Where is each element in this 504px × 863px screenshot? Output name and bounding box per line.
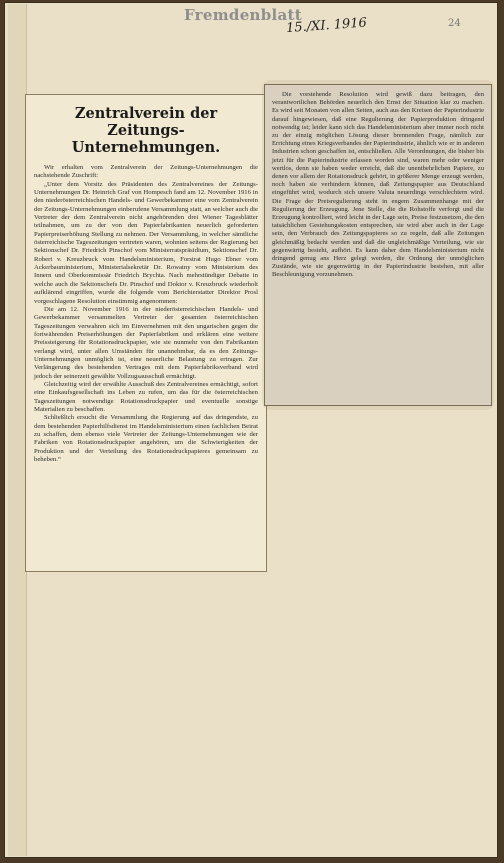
- clipping-right-column: [264, 84, 492, 406]
- article-title: Zentralverein der Zeitungs-Unternehmungen.: [71, 105, 221, 156]
- article-paragraph-intro: Wir erhalten vom Zentralverein der Zeitungs-Unternehmungen die nachstehende Zuschrift:: [34, 164, 258, 180]
- page-number: 24: [448, 18, 461, 29]
- article-paragraph-commentary: Die vorstehende Resolution wird gewiß dazu beitragen, den verantwortlichen Behörden neuerlich den Ernst der Situation klar zu machen. Es wird seit Monaten von allen Seiten, auch aus den Kreisen der Papierindustrie darauf hingewiesen, daß eine Regulierung der Papierproduktion dringend notwendig ist; leider kann sich das Handelsministerium aber immer noch nicht zu der einzig möglichen Lösung dieser brennenden Frage, nämlich zur Errichtung eines Kriegsverbandes der Papierindustrie, ähnlich wie er in anderen Industrien schon geschaffen ist, entschließen. Alle Verordnungen, die bisher bis jetzt für die Papierindustrie erlassen worden sind, waren mehr oder weniger wertlos, denn sie haben weder erreicht, daß die unentbehrlichen Papiere, zu denen vor allem der Rotationsdruck gehört, in größerer Menge erzeugt werden, noch haben sie verhindern können, daß Zeitungspapier aus Deutschland eingeführt wird, wodurch sich unsere Valuta neuerdings verschlechtern wird. Die Frage der Preisregulierung steht in engem Zusammenhange mit der Regulierung der Erzeugung. Jene Stelle, die die Rohstoffe verforgt und die Erzeugung kontrolliert, wird leicht in der Lage sein, Preise festzusetzen, die den tatsächlichen Gestehungskosten entsprechen, sie wird aber auch in der Lage sein, den Verbrauch des Zeitungspapieres so zu regeln, daß alle Zeitungen gleichmäßig bedacht werden und daß die ungleichmäßige Verteilung, wie sie gegenwärtig besteht, aufhört. Es kann daher dem Handelsministerium nicht dringend genug ans Herz gelegt werden, die Ordnung der unmöglichen Zustände, wie sie gegenwärtig in der Papierindustrie bestehen, mit aller Beschleunigung vorzunehmen.: [272, 91, 484, 279]
- article-paragraph-purchasing: Gleichzeitig wird der erwählte Ausschuß des Zentralvereines ermächtigt, sofort eine Einkaufsgesellschaft ins Leben zu rufen, um das für die österreichischen Tageszeitungen notwendige Rotationsdruckpapier und eventuelle sonstige Materialien zu beschaffen.: [34, 380, 258, 413]
- clipping-left-column: [25, 94, 267, 572]
- handwritten-date: 15./XI. 1916: [285, 15, 368, 37]
- article-paragraph-resolution: Die am 12. November 1916 in der niederösterreichischen Handels- und Gewerbekammer versammelten Vertreter der gesamten österreichischen Tageszeitungen verwahren sich im Einvernehmen mit den ungarischen gegen die fortwährenden Preiserhöhungen der Papierfabriken und erklären eine weitere Preissteigerung für Rotationsdruckpapier, wie sie nunmehr von den Fabrikanten verlangt wird, unter allen Umständen für unannehmbar, da es den Zeitungs-Unternehmungen unmöglich ist, eine neuerliche Belastung zu ertragen. Zur Verlängerung des bestehenden Vertrages mit dem Papierfabriksverband wird jedoch der seinerzeit gewählte Vollzugsausschuß ermächtigt.: [34, 305, 258, 380]
- article-paragraph-meeting: „Unter dem Vorsitz des Präsidenten des Zentralvereines der Zeitungs-Unternehmungen Dr. Heinrich Graf von Hompesch fand am 12. November 1916 in den niederösterreichischen Handels- und Gewerbekammer eine vom Zentralverein der Zeitungs-Unternehmungen einberufene Versammlung statt, an welcher auch die Vertreter der dem Zentralverein nicht angehörenden drei Wiener Tagesblätter teilnahmen, um zu der von den Papierfabrikanten neuerlich geforderten Papierpreiserhöhung Stellung zu nehmen. Der Versammlung, in welcher sämtliche österreichische Tageszeitungen vertreten waren, wohnten seitens der Regierung bei Sektionschef Dr. Friedrich Pinschof vom Ministerratspräsidium, Sektionschef Dr. Robert v. Kreuzbruck vom Handelsministerium, Forstrat Hugo Ebner vom Ackerbauministerium, Ministerialsekretär Dr. Rowatny vom Ministerium des Innern und Oberkommissär Friedrich Brychta. Nach mehrstündiger Debatte in welche auch die Sektionschefs Dr. Pinschof und Doktor v. Kreuzbruck wiederholt aufklärend eingriffen, wurde die folgende vom Berichterstatter Direktor Prosl vorgeschlagene Resolution einstimmig angenommen:: [34, 180, 258, 305]
- newspaper-name: Fremdenblatt: [184, 6, 303, 24]
- article-paragraph-request: Schließlich ersucht die Versammlung die Regierung auf das dringendste, zu dem bestehenden Papierhilfsdienst im Handelsministerium einen fachlichen Beirat zu schaffen, dem ebenso viele Vertreter der Zeitungs-Unternehmungen wie der Fabriken von Rotationsdruckpapier angehören, um die Schwierigkeiten der Produktion und der Verteilung des Rotationsdruckpapieres gemeinsam zu beheben.“: [34, 414, 258, 464]
